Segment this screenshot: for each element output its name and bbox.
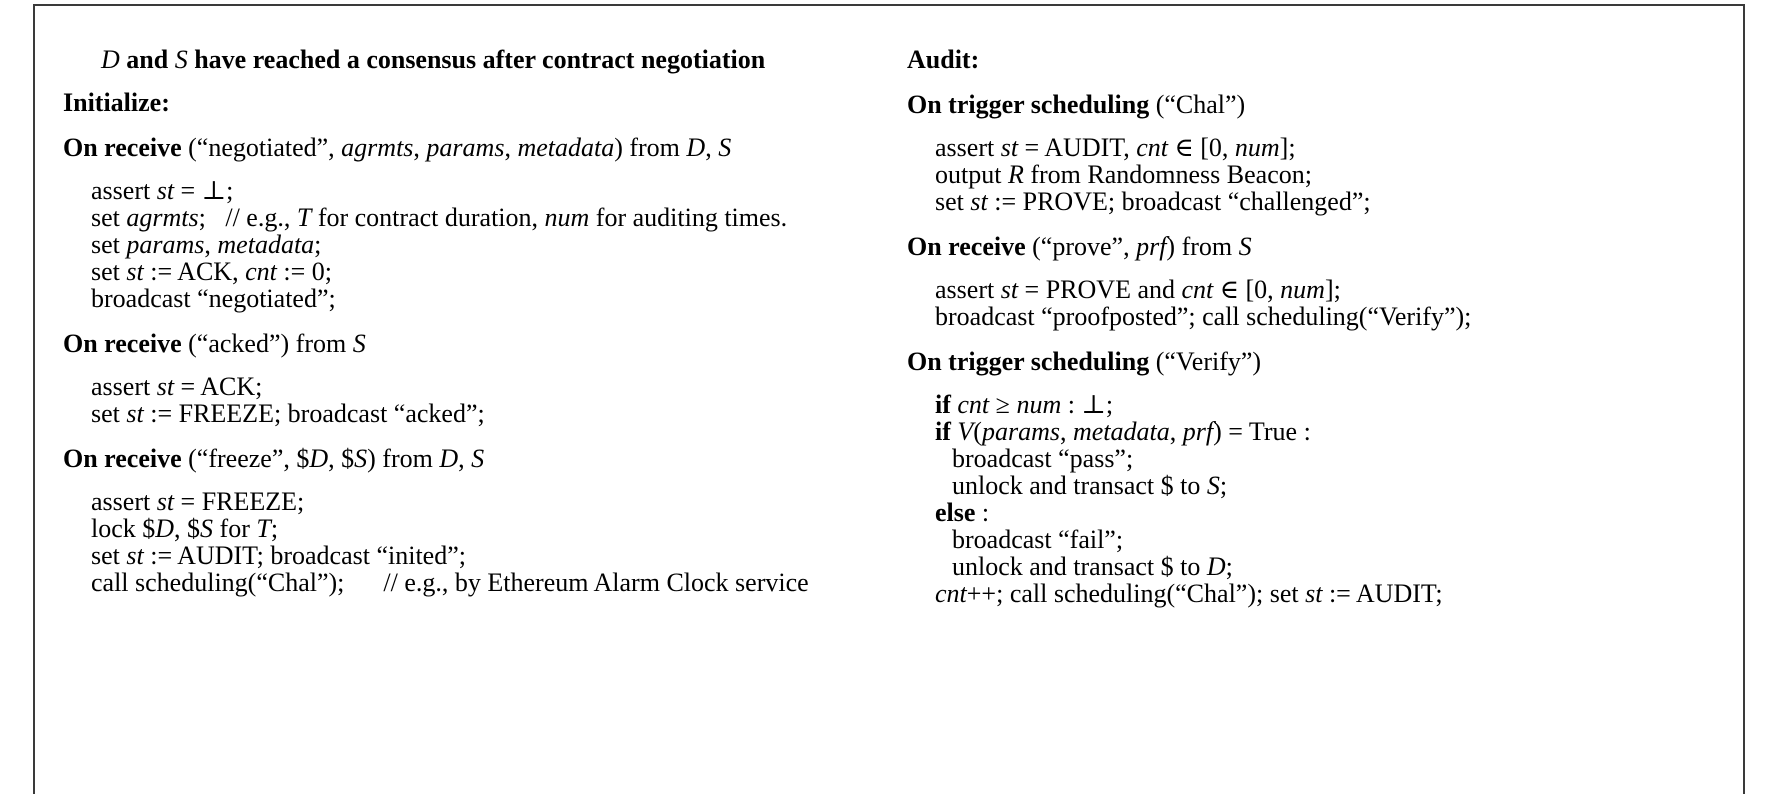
text-segment: S — [352, 329, 366, 358]
text-segment: params — [126, 230, 205, 259]
text-segment: V — [957, 417, 974, 446]
text-segment: metadata — [1072, 417, 1170, 446]
text-segment: S — [718, 133, 732, 162]
text-segment: := PROVE; broadcast “challenged”; — [987, 187, 1371, 216]
text-segment: from Randomness Beacon; — [1023, 160, 1312, 189]
text-segment: : — [975, 498, 990, 527]
text-segment: ; — [314, 230, 322, 259]
text-segment: metadata — [517, 133, 615, 162]
text-segment: ; — [1225, 552, 1233, 581]
text-segment: := 0; — [276, 257, 332, 286]
stmt-unlock-transact-to-d — [907, 553, 1471, 580]
text-segment: ]; — [1279, 133, 1296, 162]
text-segment: if — [935, 417, 951, 446]
text-segment: call scheduling(“Chal”); // e.g., by Ethereum Alarm Clock service — [91, 568, 809, 597]
stmt-if-verification-true — [907, 418, 1471, 445]
text-segment: , $ — [328, 444, 355, 473]
text-segment: = ⊥; — [174, 176, 234, 205]
stmt-broadcast-proofposted-call-verify — [907, 303, 1471, 330]
text-segment: ∈ [0, — [1213, 275, 1281, 304]
text-segment: broadcast “proofposted”; call scheduling(“Verify”); — [935, 302, 1472, 331]
text-segment: D — [309, 444, 329, 473]
text-segment: set — [91, 257, 127, 286]
text-segment: D — [439, 444, 459, 473]
text-segment: for auditing times. — [589, 203, 788, 232]
text-segment: assert — [91, 372, 157, 401]
text-segment: ; // e.g., — [198, 203, 297, 232]
text-segment: num — [1234, 133, 1280, 162]
stmt-lock-funds — [63, 515, 809, 542]
text-segment: assert — [91, 487, 157, 516]
text-segment: num — [1280, 275, 1325, 304]
text-segment: cnt — [1181, 275, 1214, 304]
text-segment: S — [1238, 232, 1252, 261]
text-segment: st — [156, 487, 175, 516]
text-segment: T — [256, 514, 271, 543]
column-initialize-phase — [63, 46, 809, 596]
text-segment: agrmts — [126, 203, 199, 232]
text-segment: = ACK; — [174, 372, 263, 401]
text-segment: num — [1016, 390, 1062, 419]
text-segment: prf — [1136, 232, 1167, 261]
stmt-assert-st-bottom — [63, 177, 809, 204]
text-segment: On receive — [63, 329, 182, 358]
text-segment: cnt — [245, 257, 277, 286]
figure-frame — [33, 4, 1745, 794]
text-segment: set — [935, 187, 971, 216]
text-segment: ]; — [1324, 275, 1341, 304]
text-segment: (“negotiated”, — [181, 133, 342, 162]
text-segment: unlock and transact $ to — [952, 552, 1207, 581]
text-segment: set — [91, 230, 127, 259]
stmt-set-st-prove-broadcast-challenged — [907, 188, 1471, 215]
text-segment: On trigger scheduling — [907, 90, 1150, 119]
stmt-assert-st-prove-cnt-range — [907, 276, 1471, 303]
text-segment: = FREEZE; — [174, 487, 305, 516]
text-segment: S — [174, 45, 188, 74]
text-segment: agrmts — [341, 133, 414, 162]
handler-receive-prove — [907, 233, 1471, 260]
text-segment: metadata — [217, 230, 315, 259]
section-heading-initialize — [63, 89, 809, 116]
text-segment: set — [91, 399, 127, 428]
text-segment: st — [1000, 133, 1019, 162]
text-segment: lock $ — [91, 514, 156, 543]
stmt-assert-st-ack — [63, 373, 809, 400]
text-segment: ( — [973, 417, 982, 446]
text-segment: D — [686, 133, 706, 162]
text-segment: and — [119, 45, 175, 74]
text-segment: D — [101, 45, 120, 74]
stmt-set-st-ack-cnt-zero — [63, 258, 809, 285]
text-segment: st — [126, 399, 144, 428]
text-segment: S — [200, 514, 214, 543]
text-segment: else — [935, 498, 976, 527]
text-segment: , — [413, 133, 427, 162]
text-segment: , — [504, 133, 518, 162]
text-segment: (“Verify”) — [1149, 347, 1262, 376]
text-segment: , — [1169, 417, 1183, 446]
stmt-unlock-transact-to-s — [907, 472, 1471, 499]
text-segment: output — [935, 160, 1008, 189]
text-segment: , — [458, 444, 472, 473]
text-segment: ) from — [1166, 232, 1239, 261]
text-segment: if — [935, 390, 951, 419]
text-segment: for contract duration, — [311, 203, 545, 232]
text-segment: st — [970, 187, 988, 216]
text-segment: for — [213, 514, 257, 543]
text-segment: On trigger scheduling — [907, 347, 1150, 376]
text-segment: ++; call scheduling(“Chal”); set — [966, 579, 1306, 608]
text-segment: S — [354, 444, 368, 473]
text-segment: := FREEZE; broadcast “acked”; — [143, 399, 485, 428]
text-segment: ; — [1219, 471, 1228, 500]
figure-title — [63, 46, 809, 73]
stmt-broadcast-pass — [907, 445, 1471, 472]
handler-trigger-scheduling-verify — [907, 348, 1471, 375]
text-segment: , $ — [174, 514, 201, 543]
stmt-cnt-increment-reschedule — [907, 580, 1471, 607]
text-segment: ; — [270, 514, 279, 543]
text-segment: On receive — [907, 232, 1026, 261]
stmt-broadcast-fail — [907, 526, 1471, 553]
text-segment: params — [426, 133, 505, 162]
handler-receive-freeze — [63, 445, 809, 472]
text-segment: = AUDIT, — [1018, 133, 1137, 162]
text-segment: cnt — [1136, 133, 1168, 162]
handler-trigger-scheduling-chal — [907, 91, 1471, 118]
stmt-assert-st-audit-cnt-range — [907, 134, 1471, 161]
text-segment: T — [296, 203, 312, 232]
stmt-broadcast-negotiated — [63, 285, 809, 312]
text-segment: ≥ — [989, 390, 1017, 419]
text-segment: st — [1000, 275, 1019, 304]
stmt-set-st-audit-broadcast-inited — [63, 542, 809, 569]
text-segment: : ⊥; — [1061, 390, 1114, 419]
text-segment: Audit: — [907, 45, 980, 74]
text-segment: assert — [91, 176, 157, 205]
stmt-assert-st-freeze — [63, 488, 809, 515]
text-segment: := ACK, — [143, 257, 246, 286]
text-segment: S — [471, 444, 485, 473]
text-segment: Initialize: — [63, 88, 170, 117]
text-segment: broadcast “fail”; — [952, 525, 1124, 554]
stmt-call-scheduling-chal — [63, 569, 809, 596]
text-segment: On receive — [63, 444, 182, 473]
text-segment: st — [1305, 579, 1323, 608]
text-segment: set — [91, 541, 127, 570]
text-segment: num — [544, 203, 590, 232]
text-segment: ) from — [614, 133, 687, 162]
stmt-if-cnt-geq-num — [907, 391, 1471, 418]
stmt-set-st-freeze-broadcast-acked — [63, 400, 809, 427]
handler-receive-negotiated — [63, 134, 809, 161]
text-segment: params — [981, 417, 1060, 446]
text-segment: ) = True : — [1213, 417, 1311, 446]
text-segment: On receive — [63, 133, 182, 162]
text-segment: , — [204, 230, 218, 259]
stmt-output-randomness-beacon — [907, 161, 1471, 188]
text-segment: assert — [935, 133, 1001, 162]
text-segment: D — [1206, 552, 1226, 581]
text-segment: set — [91, 203, 127, 232]
text-segment: broadcast “negotiated”; — [91, 284, 336, 313]
text-segment: (“acked”) from — [181, 329, 353, 358]
text-segment: prf — [1182, 417, 1214, 446]
stmt-set-params-metadata — [63, 231, 809, 258]
column-audit-phase — [907, 46, 1471, 607]
text-segment: broadcast “pass”; — [952, 444, 1134, 473]
text-segment: (“freeze”, $ — [181, 444, 310, 473]
text-segment: st — [126, 541, 144, 570]
text-segment: cnt — [935, 579, 967, 608]
text-segment: st — [156, 176, 175, 205]
text-segment: S — [1206, 471, 1220, 500]
text-segment: , — [705, 133, 719, 162]
text-segment: st — [156, 372, 175, 401]
text-segment: := AUDIT; broadcast “inited”; — [143, 541, 466, 570]
text-segment: := AUDIT; — [1322, 579, 1443, 608]
text-segment: st — [126, 257, 144, 286]
text-segment: unlock and transact $ to — [952, 471, 1207, 500]
stmt-set-agrmts — [63, 204, 809, 231]
text-segment: , — [1059, 417, 1073, 446]
text-segment: (“Chal”) — [1149, 90, 1246, 119]
text-segment: D — [155, 514, 175, 543]
section-heading-audit — [907, 46, 1471, 73]
text-segment: have reached a consensus after contract negotiation — [187, 45, 766, 74]
text-segment: R — [1007, 160, 1024, 189]
handler-receive-acked — [63, 330, 809, 357]
text-segment: = PROVE and — [1018, 275, 1182, 304]
text-segment: ) from — [367, 444, 440, 473]
text-segment: cnt — [957, 390, 990, 419]
text-segment: (“prove”, — [1025, 232, 1137, 261]
stmt-else — [907, 499, 1471, 526]
text-segment: ∈ [0, — [1167, 133, 1235, 162]
text-segment: assert — [935, 275, 1001, 304]
